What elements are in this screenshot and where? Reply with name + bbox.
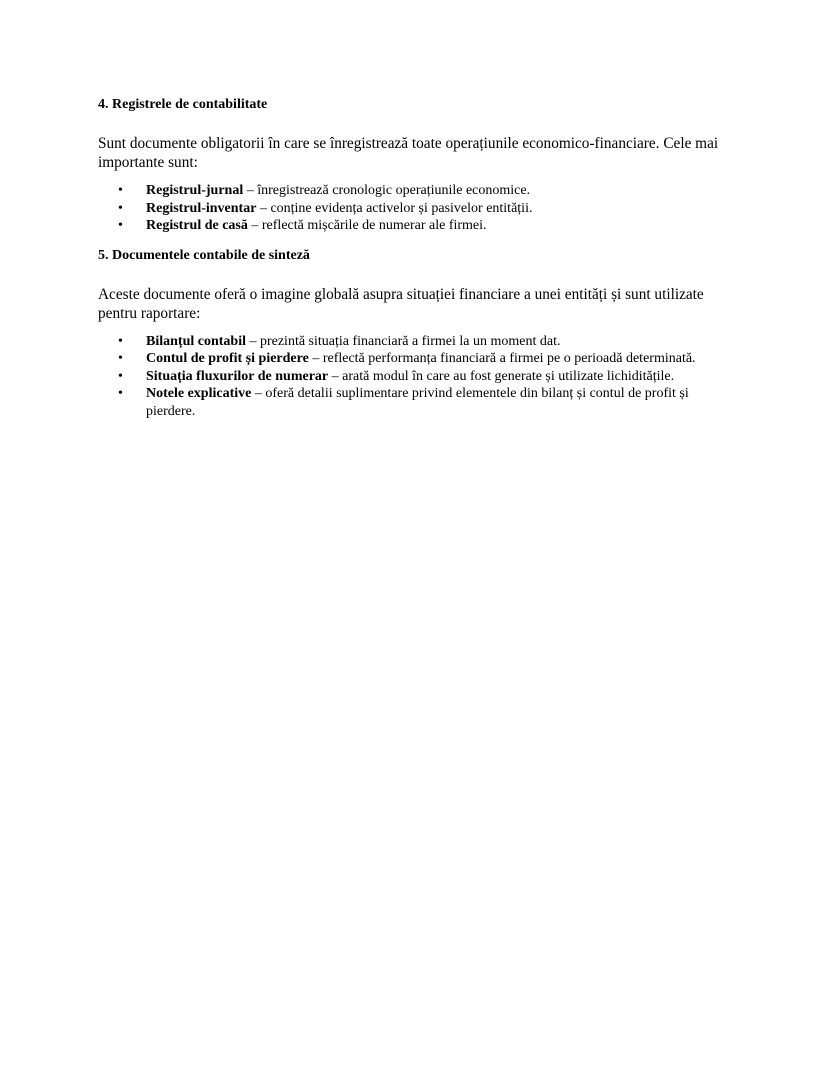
document-page: [98, 96, 738, 420]
list-item: [98, 182, 738, 200]
section-4-list: [98, 182, 738, 235]
list-item-term: Registrul-inventar: [146, 200, 257, 216]
list-item: [98, 368, 738, 386]
list-item-description: – reflectă performanța financiară a firmei pe o perioadă determinată.: [308, 351, 696, 366]
list-item: [98, 385, 738, 420]
bullet-icon: •: [118, 218, 123, 233]
list-item-term: Situația fluxurilor de numerar: [146, 368, 329, 384]
list-item-term: Contul de profit și pierdere: [146, 351, 309, 366]
section-4-heading: 4. Registrele de contabilitate: [98, 97, 268, 112]
list-item: [98, 217, 738, 235]
list-item-term: Bilanțul contabil: [146, 333, 246, 349]
bullet-icon: •: [118, 368, 123, 384]
list-item-description: – înregistrează cronologic operațiunile economice.: [243, 183, 531, 198]
list-item-term: Registrul-jurnal: [146, 183, 244, 198]
list-item-description: – oferă detalii suplimentare privind elementele din bilanț și contul de profit și pierdere.: [146, 386, 689, 419]
section-4-intro: Sunt documente obligatorii în care se înregistrează toate operațiunile economico-financiare. Cele mai importante sunt:: [98, 135, 719, 171]
list-item-description: – arată modul în care au fost generate și utilizate lichiditățile.: [328, 368, 675, 384]
section-5-intro: Aceste documente oferă o imagine globală asupra situației financiare a unei entități și sunt utilizate pentru raportare:: [98, 285, 704, 322]
list-item-term: Registrul de casă: [146, 218, 248, 233]
list-item: [98, 333, 738, 351]
list-item: [98, 350, 738, 368]
bullet-icon: •: [118, 333, 123, 349]
bullet-icon: •: [118, 386, 123, 401]
list-item-description: – conține evidența activelor și pasivelor entității.: [256, 200, 533, 216]
bullet-icon: •: [118, 351, 123, 366]
bullet-icon: •: [118, 183, 123, 198]
bullet-icon: •: [118, 200, 123, 216]
section-5-heading: 5. Documentele contabile de sinteză: [98, 247, 310, 263]
list-item-description: – reflectă mișcările de numerar ale firmei.: [247, 218, 487, 233]
list-item-description: – prezintă situația financiară a firmei la un moment dat.: [245, 333, 561, 349]
section-5-list: [98, 333, 738, 421]
list-item-term: Notele explicative: [146, 386, 252, 401]
list-item: [98, 200, 738, 218]
